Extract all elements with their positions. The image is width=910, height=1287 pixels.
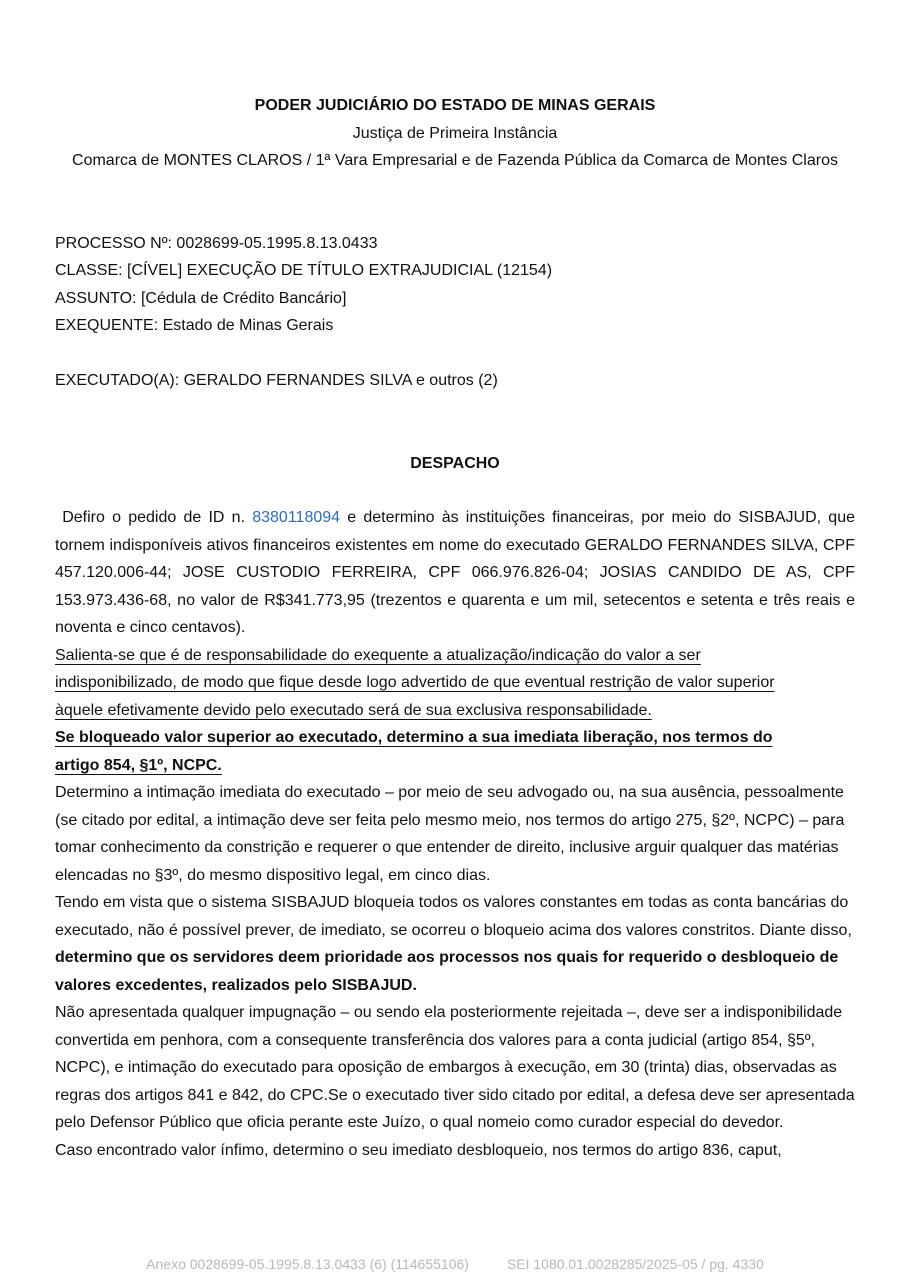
paragraph-1: [55, 504, 855, 642]
paragraph-1-lead: Defiro o pedido de ID n.: [55, 509, 253, 526]
document-header: [55, 92, 855, 175]
case-metadata: [55, 230, 855, 395]
paragraph-7: Caso encontrado valor ínfimo, determino o seu imediato desbloqueio, nos termos do artigo 836, caput,: [55, 1141, 782, 1159]
case-defendant: EXECUTADO(A): GERALDO FERNANDES SILVA e outros (2): [55, 372, 498, 389]
paragraph-1-rest: e determino às instituições financeiras, por meio do SISBAJUD, que tornem indisponíveis ativos financeiros existentes em nome do executado GERALDO FERNANDES SILVA, CPF 457.120.006-44; JOSE CUSTODIO FERREIRA, CPF 066.976.826-04; JOSIAS CANDIDO DE AS, CPF 153.973.436-68, no valor de R$341.773,95 (trezentos e quarenta e um mil, setecentos e setenta e três reais e noventa e cinco centavos).: [55, 509, 856, 636]
paragraph-5-lead: Tendo em vista que o sistema SISBAJUD bloqueia todos os valores constantes em todas as conta bancárias do executado, não é possível prever, de imediato, se ocorreu o bloqueio acima dos valores constritos. Diante disso,: [55, 894, 852, 939]
court-name: Comarca de MONTES CLAROS / 1ª Vara Empresarial e de Fazenda Pública da Comarca de Montes Claros: [72, 152, 838, 169]
court-instance: Justiça de Primeira Instância: [352, 124, 558, 142]
case-number: PROCESSO Nº: 0028699-05.1995.8.13.0433: [55, 234, 378, 252]
case-subject: ASSUNTO: [Cédula de Crédito Bancário]: [55, 289, 347, 307]
paragraph-3: Se bloqueado valor superior ao executado, determino a sua imediata liberação, nos termos do artigo 854, §1º, NCPC.: [55, 729, 773, 774]
document-page: [55, 92, 855, 1164]
paragraph-2: Salienta-se que é de responsabilidade do exequente a atualização/indicação do valor a ser indisponibilizado, de modo que fique desde logo advertido de que eventual restrição de valor superior àquele efetivamente devido pelo executado será de sua exclusiva responsabilidade.: [55, 646, 775, 719]
paragraph-6: Não apresentada qualquer impugnação – ou sendo ela posteriormente rejeitada –, deve ser a indisponibilidade convertida em penhora, com a consequente transferência dos valores para a conta judicial (artigo 854, §5º, NCPC), e intimação do executado para oposição de embargos à execução, em 30 (trinta) dias, observadas as regras dos artigos 841 e 842, do CPC.Se o executado tiver sido citado por edital, a defesa deve ser apresentada pelo Defensor Público que oficia perante este Juízo, o qual nomeio como curador especial do devedor.: [55, 1004, 855, 1131]
case-plaintiff: EXEQUENTE: Estado de Minas Gerais: [55, 317, 334, 334]
paragraph-5: [55, 889, 855, 999]
paragraph-4: Determino a intimação imediata do executado – por meio de seu advogado ou, na sua ausência, pessoalmente (se citado por edital, a intimação deve ser feita pelo mesmo meio, nos termos do artigo 275, §2º, NCPC) – para tomar conhecimento da constrição e requerer o que entender de direito, inclusive arguir qualquer das matérias elencadas no §3º, do mesmo dispositivo legal, em cinco dias.: [55, 784, 845, 884]
page-footer: [0, 1256, 910, 1272]
footer-sei-reference: SEI 1080.01.0028285/2025-05 / pg. 4330: [506, 1256, 764, 1272]
footer-attachment: Anexo 0028699-05.1995.8.13.0433 (6) (114655106): [146, 1256, 469, 1272]
document-title: DESPACHO: [410, 454, 500, 472]
document-body: [55, 504, 855, 1164]
paragraph-5-bold: determino que os servidores deem prioridade aos processos nos quais for requerido o desbloqueio de valores excedentes, realizados pelo SISBAJUD.: [55, 949, 839, 994]
document-id-link[interactable]: 8380118094: [252, 509, 341, 526]
metadata-spacer: [55, 340, 855, 368]
case-class: CLASSE: [CÍVEL] EXECUÇÃO DE TÍTULO EXTRAJUDICIAL (12154): [55, 262, 553, 279]
court-title: PODER JUDICIÁRIO DO ESTADO DE MINAS GERAIS: [254, 97, 656, 114]
